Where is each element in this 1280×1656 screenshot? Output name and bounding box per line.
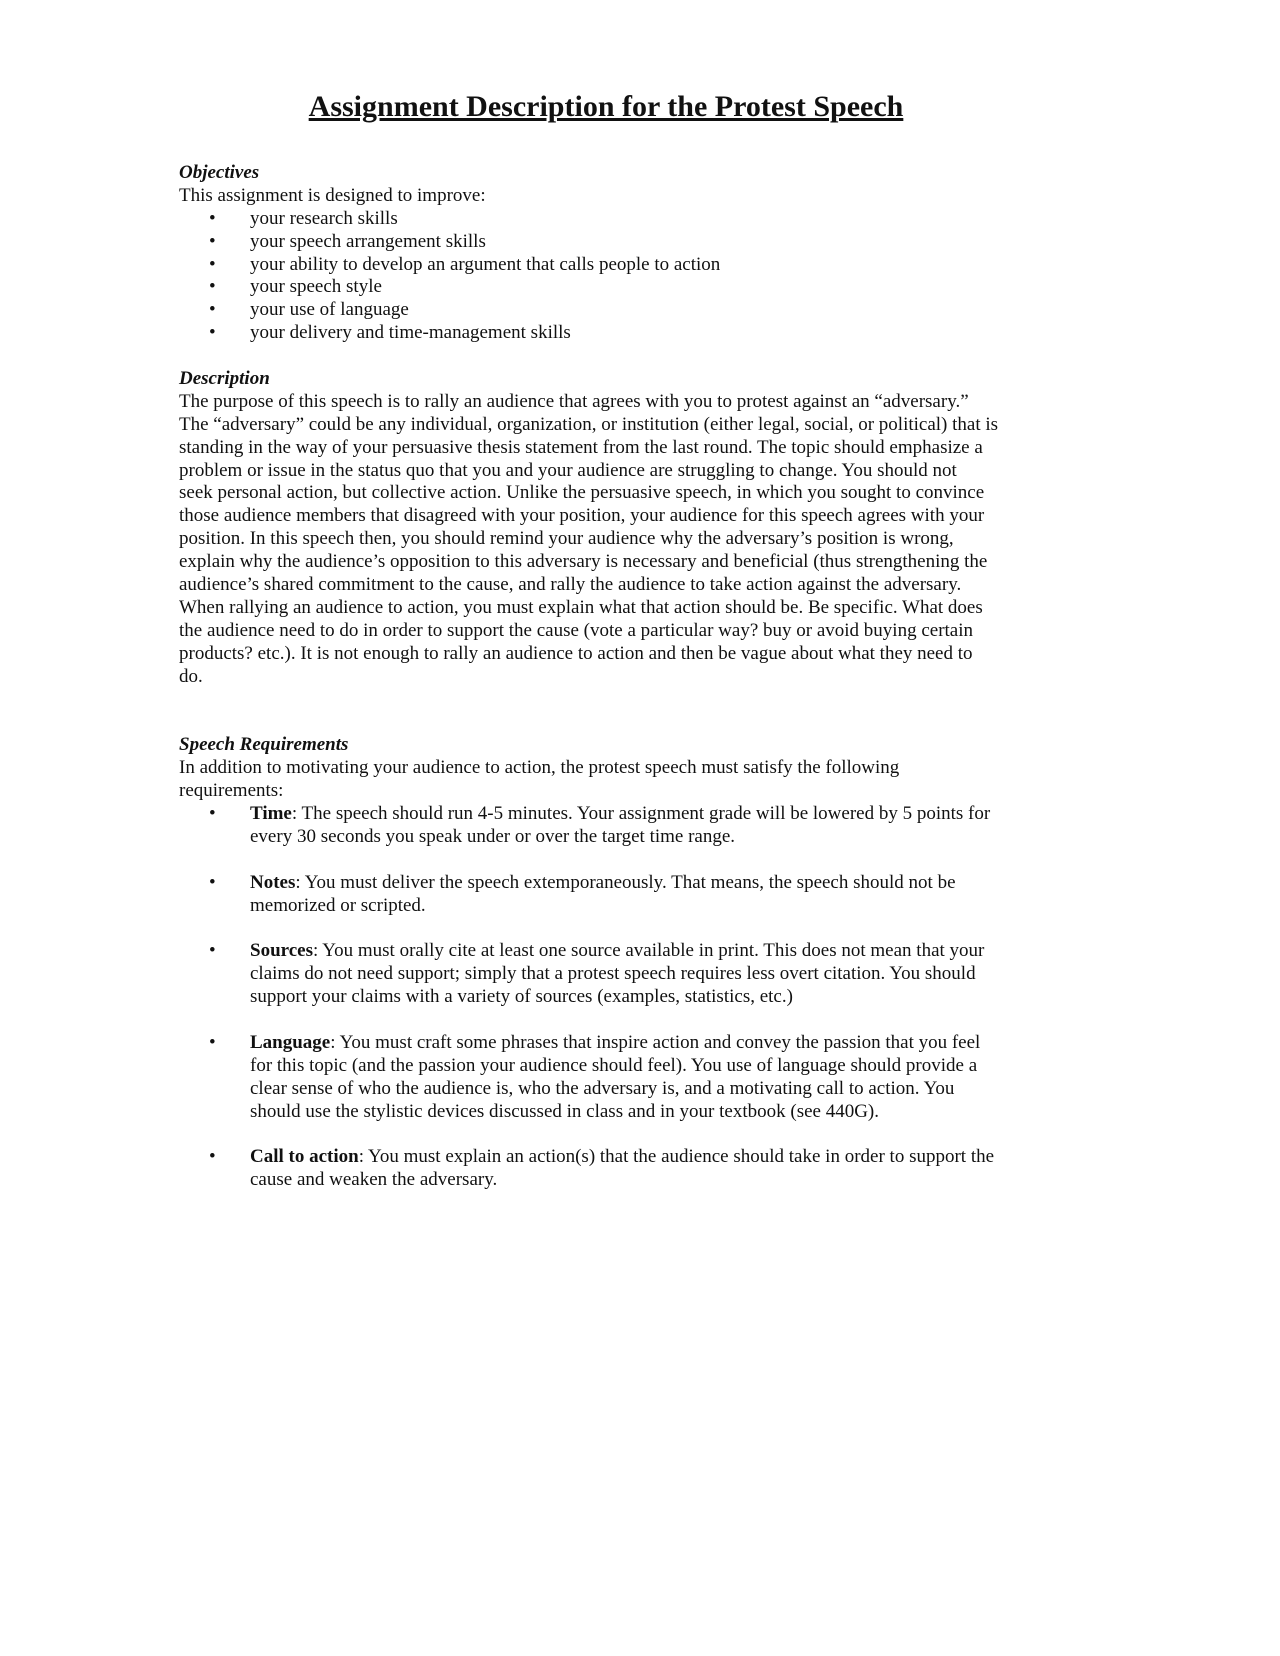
objective-item	[179, 299, 1039, 322]
requirement-text: memorized or scripted.	[250, 894, 426, 916]
requirement-line	[250, 1169, 1039, 1192]
requirement-line	[250, 1101, 1039, 1124]
objective-item	[179, 208, 1039, 231]
objectives-list	[179, 208, 1039, 345]
description-heading: Description	[179, 368, 270, 390]
requirement-label: Call to action	[250, 1146, 359, 1168]
requirement-label: Notes	[250, 871, 296, 893]
requirement-line	[250, 1146, 1039, 1169]
requirement-line	[250, 1055, 1039, 1078]
description-line: do.	[179, 665, 203, 687]
description-line: those audience members that disagreed with your position, your audience for this speech agrees with your	[179, 505, 985, 527]
description-line: standing in the way of your persuasive thesis statement from the last round. The topic should emphasize a	[179, 436, 983, 458]
requirements-intro	[179, 757, 1039, 803]
requirements-list	[179, 803, 1039, 1192]
requirement-text: for this topic (and the passion your audience should feel). You use of language should provide a	[250, 1054, 978, 1076]
requirement-line	[250, 1032, 1039, 1055]
requirement-line	[250, 895, 1039, 918]
requirement-line	[250, 1078, 1039, 1101]
requirement-text: : You must explain an action(s) that the audience should take in order to support the	[358, 1146, 995, 1168]
requirement-item	[179, 1032, 1039, 1124]
requirement-text: : You must craft some phrases that inspire action and convey the passion that you feel	[330, 1031, 981, 1053]
bullet-icon: •	[209, 1146, 216, 1168]
page-title: Assignment Description for the Protest Speech	[308, 90, 904, 123]
requirement-text: clear sense of who the audience is, who the adversary is, and a motivating call to action. You	[250, 1077, 955, 1099]
description-line: When rallying an audience to action, you must explain what that action should be. Be specific. What does	[179, 596, 983, 618]
objective-text: your use of language	[250, 299, 409, 321]
requirement-text: claims do not need support; simply that a protest speech requires less overt citation. You should	[250, 963, 976, 985]
requirement-line	[250, 940, 1039, 963]
requirement-line	[250, 872, 1039, 895]
objective-text: your ability to develop an argument that calls people to action	[250, 253, 721, 275]
bullet-icon: •	[209, 871, 216, 893]
requirement-text: : You must orally cite at least one source available in print. This does not mean that your	[312, 940, 985, 962]
description-paragraph	[179, 391, 1039, 689]
bullet-icon: •	[209, 276, 216, 298]
requirement-label: Time	[250, 802, 292, 824]
requirement-line	[250, 803, 1039, 826]
requirements-intro-line: In addition to motivating your audience to action, the protest speech must satisfy the following	[179, 757, 900, 779]
bullet-icon: •	[209, 253, 216, 275]
requirement-label: Sources	[250, 940, 313, 962]
bullet-icon: •	[209, 1031, 216, 1053]
bullet-icon: •	[209, 207, 216, 229]
description-line: seek personal action, but collective action. Unlike the persuasive speech, in which you sought to convince	[179, 482, 985, 504]
requirement-text: should use the stylistic devices discussed in class and in your textbook (see 440G).	[250, 1100, 880, 1122]
requirement-item	[179, 1146, 1039, 1192]
bullet-icon: •	[209, 230, 216, 252]
requirement-text: every 30 seconds you speak under or over the target time range.	[250, 825, 736, 847]
description-line: problem or issue in the status quo that you and your audience are struggling to change. You should not	[179, 459, 957, 481]
objective-item	[179, 322, 1039, 345]
objective-item	[179, 231, 1039, 254]
bullet-icon: •	[209, 299, 216, 321]
requirement-text: : The speech should run 4-5 minutes. Your assignment grade will be lowered by 5 points for	[291, 802, 991, 824]
objective-item	[179, 254, 1039, 277]
requirements-intro-line: requirements:	[179, 780, 284, 802]
bullet-icon: •	[209, 802, 216, 824]
description-line: audience’s shared commitment to the cause, and rally the audience to take action against the adversary.	[179, 574, 962, 596]
requirement-line	[250, 963, 1039, 986]
bullet-icon: •	[209, 322, 216, 344]
requirement-line	[250, 826, 1039, 849]
objective-text: your speech style	[250, 276, 382, 298]
description-line: the audience need to do in order to support the cause (vote a particular way? buy or avoid buying certain	[179, 619, 974, 641]
requirement-line	[250, 986, 1039, 1009]
requirement-text: : You must deliver the speech extemporaneously. That means, the speech should not be	[295, 871, 956, 893]
requirement-label: Language	[250, 1031, 331, 1053]
objective-item	[179, 276, 1039, 299]
document-body	[179, 162, 1039, 1192]
requirements-heading: Speech Requirements	[179, 734, 349, 756]
objective-text: your speech arrangement skills	[250, 230, 486, 252]
description-line: products? etc.). It is not enough to rally an audience to action and then be vague about what they need to	[179, 642, 973, 664]
objectives-intro: This assignment is designed to improve:	[179, 184, 486, 206]
objective-text: your delivery and time-management skills	[250, 322, 571, 344]
description-line: explain why the audience’s opposition to this adversary is necessary and beneficial (thus strengthening the	[179, 551, 988, 573]
description-line: The “adversary” could be any individual, organization, or institution (either legal, social, or political) that is	[179, 413, 999, 435]
description-line: position. In this speech then, you should remind your audience why the adversary’s position is wrong,	[179, 528, 954, 550]
requirement-item	[179, 803, 1039, 849]
objectives-heading: Objectives	[179, 162, 260, 183]
objective-text: your research skills	[250, 207, 398, 229]
description-line: The purpose of this speech is to rally an audience that agrees with you to protest against an “adversary.”	[179, 390, 969, 412]
requirement-item	[179, 872, 1039, 918]
bullet-icon: •	[209, 940, 216, 962]
requirement-text: support your claims with a variety of sources (examples, statistics, etc.)	[250, 986, 793, 1008]
requirement-item	[179, 940, 1039, 1009]
requirement-text: cause and weaken the adversary.	[250, 1169, 498, 1191]
